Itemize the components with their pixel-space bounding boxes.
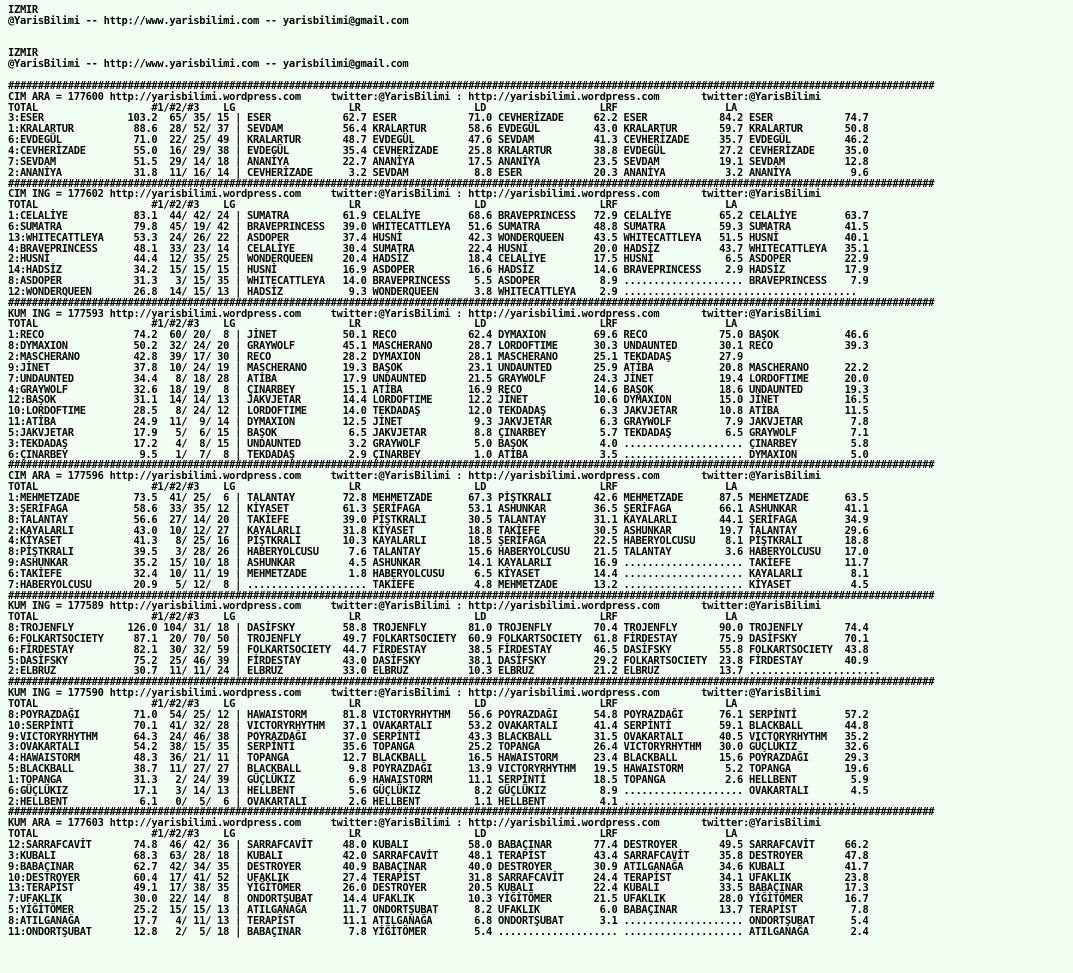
race-title: KUM ARA = 177603 http://yarisbilimi.wordpress.com twitter:@YarisBilimi : http://yarisbilimi.wordpress.com twitter:@YarisBilimi	[8, 817, 821, 830]
result-row: 4:BRAVEPRINCESS 48.1 33/ 23/ 14 | CELALİYE 30.4 SUMATRA 22.4 HUSNİ 20.0 HADSİZ 43.7 WHITECATTLEYA 35.1	[8, 242, 869, 255]
result-row: 5:YİĞİTÖMER 25.2 15/ 15/ 13 | ATILGANAĞA 11.7 ONDORTŞUBAT 8.2 UFAKLIK 6.0 BABAÇINAR 13.7 TERAPİST 7.8	[8, 904, 869, 917]
result-row: 1:KRALARTUR 88.6 28/ 52/ 37 | SEVDAM 56.4 KRALARTUR 58.6 EVDEGÜL 43.0 KRALARTUR 59.7 KRALARTUR 50.8	[8, 123, 869, 136]
race-block	[8, 591, 934, 678]
race-title: CIM ARA = 177596 http://yarisbilimi.wordpress.com twitter:@YarisBilimi : http://yarisbilimi.wordpress.com twitter:@YarisBilimi	[8, 470, 821, 483]
race-block	[8, 677, 934, 807]
result-row: 11:ONDORTŞUBAT 12.8 2/ 5/ 18 | BABAÇINAR 7.8 YİĞİTÖMER 5.4 .................... .................... ATILGANAĞA 2.4	[8, 925, 869, 938]
column-headers: TOTAL #1/#2/#3 LG LR LD LRF LA	[8, 698, 738, 710]
result-row: 5:BLACKBALL 38.7 11/ 27/ 27 | BLACKBALL 9.8 POYRAZDAĞI 13.9 VICTORYRHYTHM 19.5 HAWAISTORM 5.2 TOPANGA 19.6	[8, 763, 869, 776]
result-row: 5:JAKVJETAR 17.9 5/ 6/ 15 | BAŞOK 6.5 JAKVJETAR 8.8 ÇINARBEY 5.7 TEKDADAŞ 6.5 GRAYWOLF 7.1	[8, 426, 869, 439]
separator-line: ###########################################################################################################################################################	[8, 177, 935, 190]
column-headers: TOTAL #1/#2/#3 LG LR LD LRF LA	[8, 318, 738, 331]
result-row: 2:MASCHERANO 42.8 39/ 17/ 30 | RECO 28.2 DYMAXION 28.1 MASCHERANO 25.1 TEKDADAŞ 27.9	[8, 351, 744, 363]
separator-line: ###########################################################################################################################################################	[8, 296, 935, 309]
result-row: 8:TALANTAY 56.6 27/ 14/ 20 | TAKİEFE 39.0 PİŞTKRALI 30.5 TALANTAY 31.1 KAYALARLI 44.1 ŞERİFAGA 34.9	[8, 513, 869, 526]
header-1	[8, 5, 934, 27]
result-row: 10:LORDOFTIME 28.5 8/ 24/ 12 | LORDOFTIME 14.0 TEKDADAŞ 12.0 TEKDADAŞ 6.3 JAKVJETAR 10.8 ATİBA 11.5	[8, 405, 869, 418]
result-row: 6:EVDEGÜL 71.0 22/ 25/ 49 | KRALARTUR 48.7 EVDEGÜL 47.6 SEVDAM 41.3 CEVHERİZADE 35.7 EVDEGÜL 46.2	[8, 134, 869, 147]
column-headers: TOTAL #1/#2/#3 LG LR LD LRF LA	[8, 199, 738, 212]
header-city: IZMIR	[8, 4, 38, 16]
result-row: 6:FİRDESTAY 82.1 30/ 32/ 59 | FOLKARTSOCIETY 44.7 FİRDESTAY 38.5 FİRDESTAY 46.5 DASİFSKY 55.8 FOLKARTSOCIETY 43.8	[8, 643, 869, 656]
header-city: IZMIR	[8, 47, 38, 60]
result-row: 13:WHITECATTLEYA 53.3 24/ 26/ 22 | ASDOPER 37.4 HUSNİ 42.3 WONDERQUEEN 43.5 WHITECATTLEYA 51.5 HUSNİ 40.1	[8, 231, 869, 244]
column-headers: TOTAL #1/#2/#3 LG LR LD LRF LA	[8, 828, 738, 841]
race-title: KUM ING = 177589 http://yarisbilimi.wordpress.com twitter:@YarisBilimi : http://yarisbilimi.wordpress.com twitter:@YarisBilimi	[8, 600, 821, 613]
result-row: 4:HAWAISTORM 48.3 36/ 21/ 11 | TOPANGA 12.7 BLACKBALL 16.5 HAWAISTORM 23.4 BLACKBALL 15.6 POYRAZDAĞI 29.3	[8, 752, 869, 765]
result-row: 8:ATILGANAĞA 17.7 4/ 11/ 13 | TERAPİST 11.1 ATILGANAĞA 6.8 ONDORTŞUBAT 3.1 .................... ONDORTŞUBAT 5.4	[8, 914, 869, 927]
race-block	[8, 298, 934, 461]
race-title: CIM ARA = 177600 http://yarisbilimi.wordpress.com twitter:@YarisBilimi : http://yarisbilimi.wordpress.com twitter:@YarisBilimi	[8, 90, 821, 103]
result-row: 2:KAYALARLI 43.0 10/ 12/ 27 | KAYALARLI 31.8 KİYASET 18.8 TAKİEFE 30.5 ASHUNKAR 19.7 TALANTAY 29.6	[8, 524, 869, 537]
result-row: 8:ASDOPER 31.3 3/ 15/ 35 | WHITECATTLEYA 14.0 BRAVEPRINCESS 5.5 ASDOPER 8.9 .................... BRAVEPRINCESS 7.9	[8, 275, 869, 288]
separator-line: ###########################################################################################################################################################	[8, 806, 935, 819]
result-row: 1:CELALİYE 83.1 44/ 42/ 24 | SUMATRA 61.9 CELALİYE 68.6 BRAVEPRINCESS 72.9 CELALİYE 65.2 CELALİYE 63.7	[8, 210, 869, 223]
result-row: 2:HUSNİ 44.4 12/ 35/ 25 | WONDERQUEEN 20.4 HADSİZ 18.4 CELALİYE 17.5 HUSNİ 6.5 ASDOPER 22.9	[8, 253, 869, 266]
separator-line: ###########################################################################################################################################################	[8, 459, 935, 472]
result-row: 8:PİŞTKRALI 39.5 3/ 28/ 26 | HABERYOLCUSU 7.6 TALANTAY 15.6 HABERYOLCUSU 21.5 TALANTAY 3.6 HABERYOLCUSU 17.0	[8, 546, 869, 559]
result-row: 8:DYMAXION 50.2 32/ 24/ 20 | GRAYWOLF 45.1 MASCHERANO 28.7 LORDOFTIME 30.3 UNDAUNTED 30.1 RECO 39.3	[8, 340, 869, 353]
result-row: 3:ŞERİFAGA 58.6 33/ 35/ 12 | KİYASET 61.3 ŞERİFAGA 53.1 ASHUNKAR 36.5 ŞERİFAGA 66.1 ASHUNKAR 41.1	[8, 502, 869, 515]
race-title: CIM ING = 177602 http://yarisbilimi.wordpress.com twitter:@YarisBilimi : http://yarisbilimi.wordpress.com twitter:@YarisBilimi	[8, 188, 821, 201]
result-row: 3:TEKDADAŞ 17.2 4/ 8/ 15 | UNDAUNTED 3.2 GRAYWOLF 5.0 BAŞOK 4.0 .................... ÇINARBEY 5.8	[8, 437, 869, 450]
race-block	[8, 460, 934, 590]
separator-line: ###########################################################################################################################################################	[8, 79, 935, 92]
result-row: 9:BABAÇINAR 62.7 42/ 34/ 35 | DESTROYER 40.9 BABAÇINAR 40.0 DESTROYER 30.9 ATILGANAĞA 34.6 KUBALI 41.7	[8, 860, 869, 873]
result-row: 10:SERPİNTİ 70.1 41/ 32/ 28 | VICTORYRHYTHM 37.1 OVAKARTALI 53.2 OVAKARTALI 41.4 SERPİNTİ 59.1 BLACKBALL 44.8	[8, 719, 869, 732]
result-row: 2:ANANİYA 31.8 11/ 16/ 14 | CEVHERİZADE 3.2 SEVDAM 8.8 ESER 20.3 ANANİYA 3.2 ANANİYA 9.6	[8, 166, 869, 179]
result-row: 2:ELBRUZ 30.7 11/ 11/ 24 | ELBRUZ 33.0 ELBRUZ 10.3 ELBRUZ 21.2 ELBRUZ 13.7 ......................	[8, 665, 881, 678]
result-row: 12:BAŞOK 31.1 14/ 14/ 13 | JAKVJETAR 14.4 LORDOFTIME 12.2 JİNET 10.6 DYMAXION 15.0 JİNET 16.5	[8, 394, 869, 407]
result-row: 7:UNDAUNTED 34.4 8/ 18/ 28 | ATİBA 17.9 UNDAUNTED 21.5 GRAYWOLF 24.3 JİNET 19.4 LORDOFTIME 20.0	[8, 372, 869, 385]
result-row: 8:POYRAZDAĞI 71.0 54/ 25/ 12 | HAWAISTORM 81.8 VICTORYRHYTHM 56.6 POYRAZDAĞI 54.8 POYRAZDAĞI 76.1 SERPİNTİ 57.2	[8, 708, 869, 721]
race-title: KUM ING = 177593 http://yarisbilimi.wordpress.com twitter:@YarisBilimi : http://yarisbilimi.wordpress.com twitter:@YarisBilimi	[8, 307, 821, 320]
result-row: 12:WONDERQUEEN 26.8 14/ 15/ 13 | HADSİZ 9.3 WONDERQUEEN 3.8 WHITECATTLEYA 2.9 .......................................	[8, 285, 857, 298]
race-block	[8, 807, 934, 937]
result-row: 1:MEHMETZADE 73.5 41/ 25/ 6 | TALANTAY 72.8 MEHMETZADE 67.3 PİŞTKRALI 42.6 MEHMETZADE 87.5 MEHMETZADE 63.5	[8, 491, 869, 504]
result-row: 3:OVAKARTALI 54.2 38/ 15/ 35 | SERPİNTİ 35.6 TOPANGA 25.2 TOPANGA 26.4 VICTORYRHYTHM 30.0 GÜÇLÜKIZ 32.6	[8, 741, 869, 754]
result-row: 3:KUBALI 68.3 63/ 28/ 18 | KUBALI 42.0 SARRAFCAVİT 48.1 TERAPİST 43.4 SARRAFCAVİT 35.8 DESTROYER 47.8	[8, 849, 869, 862]
result-row: 1:TOPANGA 31.3 2/ 24/ 39 | GÜÇLÜKIZ 6.9 HAWAISTORM 11.1 SERPİNTİ 18.5 TOPANGA 2.6 HELLBENT 5.9	[8, 773, 869, 786]
result-row: 7:SEVDAM 51.5 29/ 14/ 18 | ANANİYA 22.7 ANANİYA 17.5 ANANİYA 23.5 SEVDAM 19.1 SEVDAM 12.8	[8, 155, 869, 168]
result-row: 2:HELLBENT 6.1 0/ 5/ 6 | OVAKARTALI 2.6 HELLBENT 1.1 HELLBENT 4.1 .......................................	[8, 795, 857, 808]
header-2	[8, 48, 934, 70]
spacer	[8, 27, 934, 49]
header-contact: @YarisBilimi -- http://www.yarisbilimi.com -- yarisbilimi@gmail.com	[8, 58, 409, 71]
column-headers: TOTAL #1/#2/#3 LG LR LD LRF LA	[8, 101, 738, 114]
column-headers: TOTAL #1/#2/#3 LG LR LD LRF LA	[8, 611, 738, 624]
result-row: 4:KİYASET 41.3 8/ 25/ 16 | PİŞTKRALI 10.3 KAYALARLI 18.5 ŞERİFAGA 22.5 HABERYOLCUSU 8.1 PİŞTKRALI 18.8	[8, 535, 869, 548]
result-row: 3:ESER 103.2 65/ 35/ 15 | ESER 62.7 ESER 71.0 CEVHERİZADE 62.2 ESER 84.2 ESER 74.7	[8, 112, 869, 125]
race-blocks	[8, 81, 934, 938]
separator-line: ###########################################################################################################################################################	[8, 676, 935, 689]
result-row: 7:UFAKLIK 30.0 22/ 14/ 8 | ONDORTŞUBAT 14.4 UFAKLIK 10.3 YİĞİTÖMER 21.5 UFAKLIK 28.0 YİĞİTÖMER 16.7	[8, 893, 869, 906]
result-row: 12:SARRAFCAVİT 74.8 46/ 42/ 36 | SARRAFCAVİT 48.0 KUBALI 58.0 BABAÇINAR 77.4 DESTROYER 49.5 SARRAFCAVİT 66.2	[8, 838, 869, 851]
result-row: 5:DASİFSKY 75.2 25/ 46/ 39 | FİRDESTAY 43.0 DASİFSKY 38.1 DASİFSKY 29.2 FOLKARTSOCIETY 23.8 FİRDESTAY 40.9	[8, 654, 869, 667]
result-row: 4:GRAYWOLF 32.6 18/ 19/ 8 | ÇINARBEY 15.1 ATİBA 16.9 RECO 14.6 BAŞOK 18.6 UNDAUNTED 19.3	[8, 383, 869, 396]
result-row: 9:ASHUNKAR 35.2 15/ 10/ 18 | ASHUNKAR 4.5 ASHUNKAR 14.1 KAYALARLI 16.9 .................... TAKİEFE 11.7	[8, 557, 869, 570]
result-row: 10:DESTROYER 60.4 17/ 41/ 52 | UFAKLIK 27.4 TERAPİST 31.8 SARRAFCAVİT 24.4 TERAPİST 34.1 UFAKLIK 23.8	[8, 871, 869, 884]
result-row: 6:SUMATRA 79.8 45/ 19/ 42 | BRAVEPRINCESS 39.0 WHITECATTLEYA 51.6 SUMATRA 48.8 SUMATRA 59.3 SUMATRA 41.5	[8, 220, 869, 233]
result-row: 6:FOLKARTSOCIETY 87.1 20/ 70/ 50 | TROJENFLY 49.7 FOLKARTSOCIETY 60.9 FOLKARTSOCIETY 61.8 FİRDESTAY 75.9 DASİFSKY 70.1	[8, 632, 869, 645]
result-row: 13:TERAPİST 49.1 17/ 38/ 35 | YİĞİTÖMER 26.0 DESTROYER 20.5 KUBALI 22.4 KUBALI 33.5 BABAÇINAR 17.3	[8, 882, 869, 895]
result-row: 1:RECO 74.2 60/ 20/ 8 | JİNET 50.1 RECO 62.4 DYMAXION 69.6 RECO 75.0 BAŞOK 46.6	[8, 329, 869, 342]
result-row: 9:VICTORYRHYTHM 64.3 24/ 46/ 38 | POYRAZDAĞI 37.0 SERPİNTİ 43.3 BLACKBALL 31.5 OVAKARTALI 40.5 VICTORYRHYTHM 35.2	[8, 730, 869, 743]
column-headers: TOTAL #1/#2/#3 LG LR LD LRF LA	[8, 481, 738, 494]
race-block	[8, 81, 934, 179]
results-text	[8, 5, 934, 938]
result-row: 6:ÇINARBEY 9.5 1/ 7/ 8 | TEKDADAŞ 2.9 ÇINARBEY 1.0 ATİBA 3.5 .................... DYMAXION 5.0	[8, 448, 869, 461]
race-title: KUM ING = 177590 http://yarisbilimi.wordpress.com twitter:@YarisBilimi : http://yarisbilimi.wordpress.com twitter:@YarisBilimi	[8, 687, 821, 700]
result-row: 14:HADSİZ 34.2 15/ 15/ 15 | HUSNİ 16.9 ASDOPER 16.6 HADSİZ 14.6 BRAVEPRINCESS 2.9 HADSİZ 17.9	[8, 264, 869, 277]
result-row: 8:TROJENFLY 126.0 104/ 31/ 18 | DASİFSKY 58.8 TROJENFLY 81.0 TROJENFLY 70.4 TROJENFLY 90.0 TROJENFLY 74.4	[8, 622, 869, 635]
result-row: 11:ATİBA 24.9 11/ 9/ 14 | DYMAXION 12.5 JİNET 9.3 JAKVJETAR 6.3 GRAYWOLF 7.9 JAKVJETAR 7.8	[8, 416, 869, 429]
result-row: 6:GÜÇLÜKIZ 17.1 3/ 14/ 13 | HELLBENT 5.6 GÜÇLÜKIZ 8.2 GÜÇLÜKIZ 8.9 .................... OVAKARTALI 4.5	[8, 784, 869, 797]
result-row: 4:CEVHERİZADE 55.0 16/ 29/ 38 | EVDEGÜL 35.4 CEVHERİZADE 25.8 KRALARTUR 38.8 EVDEGÜL 27.2 CEVHERİZADE 35.0	[8, 144, 869, 157]
result-row: 6:TAKİEFE 32.4 10/ 11/ 19 | MEHMETZADE 1.8 HABERYOLCUSU 6.5 KİYASET 14.4 .................... KAYALARLI 8.1	[8, 567, 869, 580]
result-row: 7:HABERYOLCUSU 20.9 5/ 12/ 8 | .................... TAKİEFE 4.8 MEHMETZADE 13.2 .................... KİYASET 4.5	[8, 578, 869, 591]
race-block	[8, 179, 934, 298]
header-contact: @YarisBilimi -- http://www.yarisbilimi.com -- yarisbilimi@gmail.com	[8, 14, 409, 27]
separator-line: ###########################################################################################################################################################	[8, 589, 935, 602]
result-row: 9:JİNET 37.8 10/ 24/ 19 | MASCHERANO 19.3 BAŞOK 23.1 UNDAUNTED 25.9 ATİBA 20.8 MASCHERANO 22.2	[8, 361, 869, 374]
